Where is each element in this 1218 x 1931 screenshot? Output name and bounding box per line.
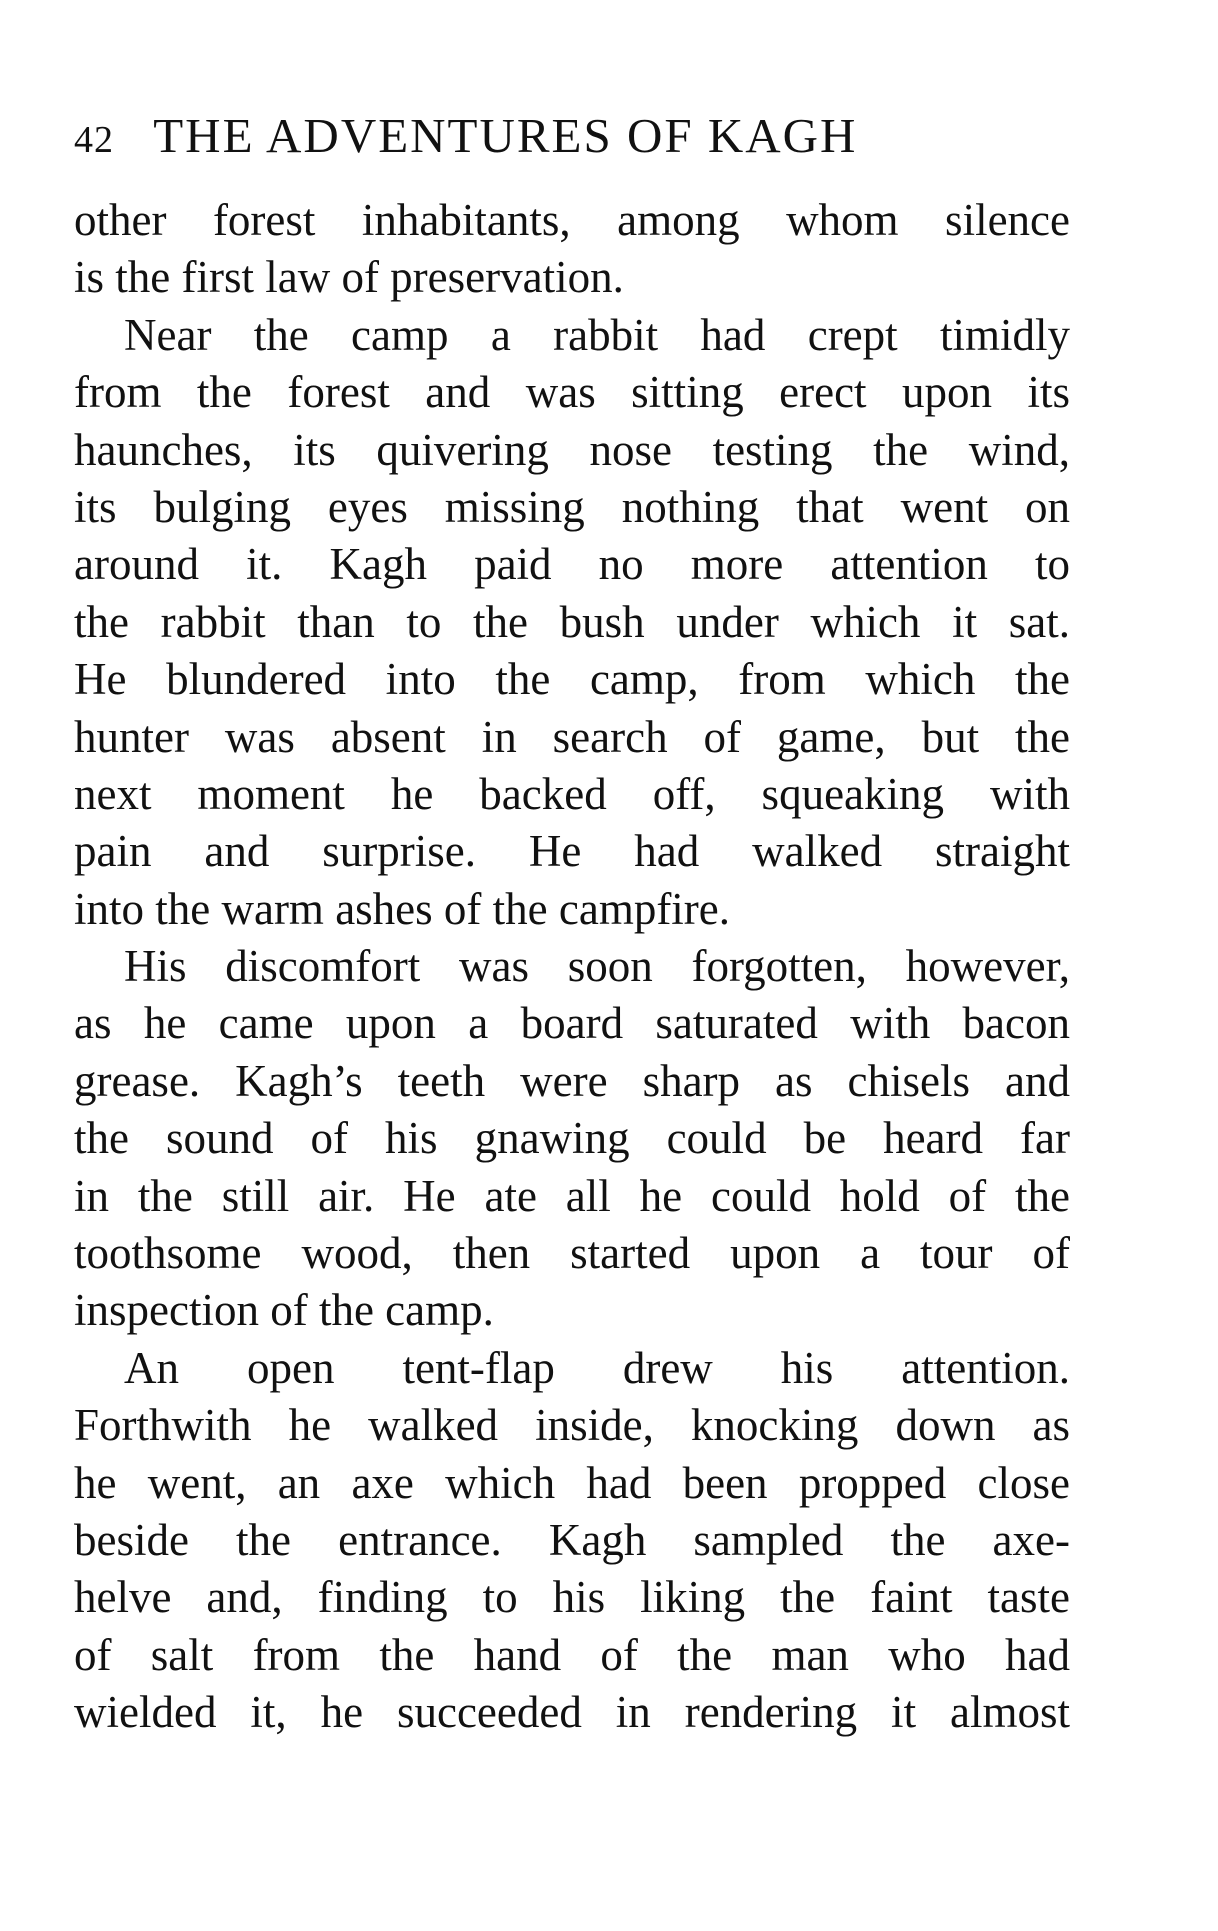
page-body-text: [74, 192, 1074, 1742]
text-line: is the first law of preservation.: [74, 252, 624, 303]
text-line: Near the camp a rabbit had crept timidly: [124, 309, 1070, 360]
text-line: haunches, its quivering nose testing the wind,: [74, 424, 1070, 475]
text-line: from the forest and was sitting erect upon its: [74, 367, 1070, 418]
text-line: hunter was absent in search of game, but the: [74, 711, 1070, 762]
text-line: in the still air. He ate all he could hold of the: [74, 1170, 1070, 1221]
text-line: around it. Kagh paid no more attention to: [74, 539, 1070, 590]
text-line: its bulging eyes missing nothing that went on: [74, 481, 1070, 532]
text-line: helve and, finding to his liking the faint taste: [74, 1572, 1070, 1623]
text-line: He blundered into the camp, from which the: [74, 654, 1070, 705]
page-header: [74, 104, 1044, 168]
text-line: toothsome wood, then started upon a tour of: [74, 1228, 1070, 1279]
text-line: as he came upon a board saturated with bacon: [74, 998, 1070, 1049]
text-line: the rabbit than to the bush under which it sat.: [74, 596, 1070, 647]
text-line: inspection of the camp.: [74, 1285, 494, 1336]
text-line: An open tent-flap drew his attention.: [124, 1342, 1070, 1393]
text-line: wielded it, he succeeded in rendering it almost: [74, 1687, 1070, 1738]
text-line: His discomfort was soon forgotten, however,: [124, 941, 1070, 992]
text-line: he went, an axe which had been propped close: [74, 1457, 1070, 1508]
text-line: Forthwith he walked inside, knocking down as: [74, 1400, 1070, 1451]
text-line: grease. Kagh’s teeth were sharp as chisels and: [74, 1055, 1070, 1106]
text-line: next moment he backed off, squeaking with: [74, 768, 1070, 819]
page-number: 42: [74, 119, 114, 161]
text-line: the sound of his gnawing could be heard far: [74, 1113, 1070, 1164]
text-line: of salt from the hand of the man who had: [74, 1629, 1070, 1680]
text-line: beside the entrance. Kagh sampled the axe-: [74, 1514, 1070, 1565]
text-line: pain and surprise. He had walked straight: [74, 826, 1070, 877]
text-line: other forest inhabitants, among whom silence: [74, 195, 1070, 245]
running-title: THE ADVENTURES OF KAGH: [153, 108, 858, 163]
text-line: into the warm ashes of the campfire.: [74, 883, 731, 934]
